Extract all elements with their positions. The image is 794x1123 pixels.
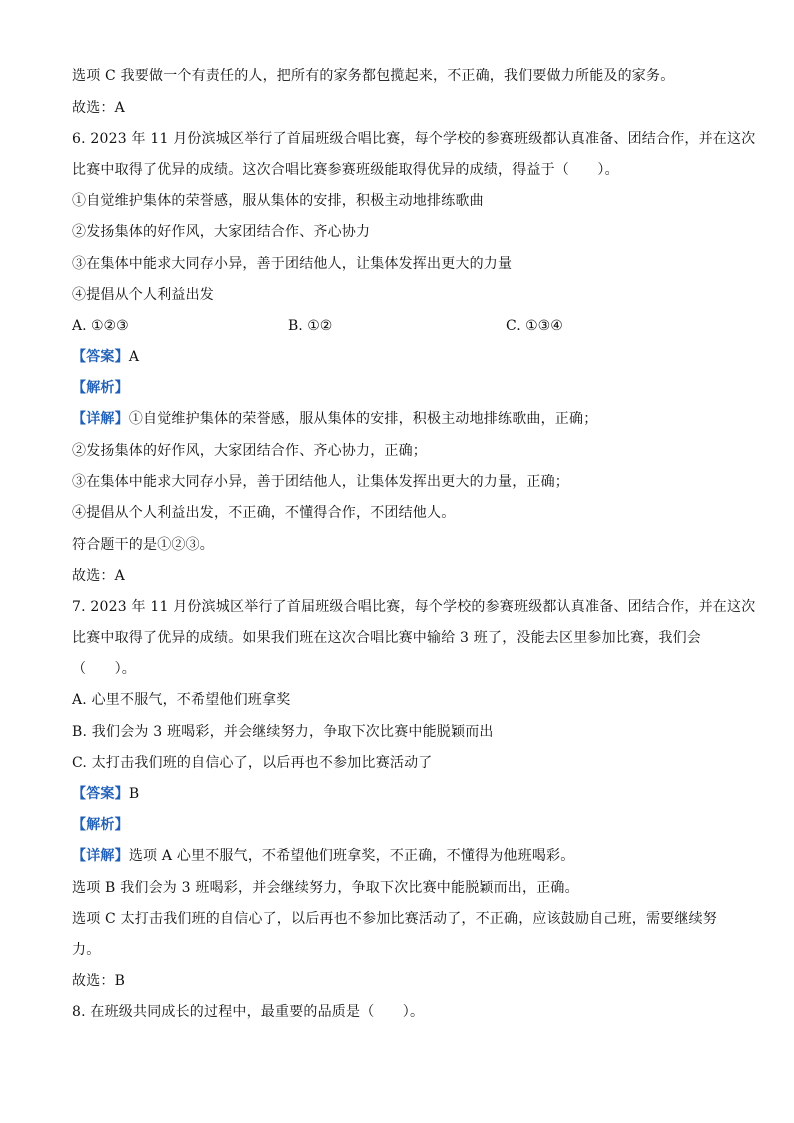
text-line: 选项 C 太打击我们班的自信心了，以后再也不参加比赛活动了，不正确，应该鼓励自己班，需要继续努 — [72, 911, 718, 927]
detail-row — [72, 846, 574, 866]
text-line: ③在集体中能求大同存小异，善于团结他人，让集体发挥出更大的力量，正确； — [72, 474, 569, 490]
detail-row — [72, 409, 597, 429]
text-line: 选项 C 我要做一个有责任的人，把所有的家务都包揽起来，不正确，我们要做力所能及的家务。 — [72, 68, 675, 84]
answer-row — [72, 347, 139, 367]
q7-option-a: A. 心里不服气，不希望他们班拿奖 — [72, 692, 291, 708]
answer-tag: 【答案】 — [72, 786, 129, 802]
text-line: 选项 B 我们会为 3 班喝彩，并会继续努力，争取下次比赛中能脱颖而出，正确。 — [72, 880, 579, 896]
text-line: 故选：A — [72, 100, 125, 116]
detail-tag: 【详解】 — [72, 411, 129, 427]
text-line: ②发扬集体的好作风，大家团结合作、齐心协力，正确； — [72, 443, 427, 459]
question-7-stem: 比赛中取得了优异的成绩。如果我们班在这次合唱比赛中输给 3 班了，没能去区里参加比赛，我们会 — [72, 630, 702, 646]
q7-option-b: B. 我们会为 3 班喝彩，并会继续努力，争取下次比赛中能脱颖而出 — [72, 724, 494, 740]
question-6-stem: 6. 2023 年 11 月份滨城区举行了首届班级合唱比赛，每个学校的参赛班级都认真准备、团结合作，并在这次 — [72, 131, 756, 147]
statement-3: ③在集体中能求大同存小异，善于团结他人，让集体发挥出更大的力量 — [72, 256, 513, 272]
q6-option-a: A. ①②③ — [72, 318, 129, 334]
text-line: 故选：B — [72, 973, 126, 989]
statement-2: ②发扬集体的好作风，大家团结合作、齐心协力 — [72, 224, 371, 240]
q6-option-c: C. ①③④ — [506, 318, 563, 334]
detail-text: ①自觉维护集体的荣誉感，服从集体的安排，积极主动地排练歌曲，正确； — [128, 411, 598, 427]
analysis-tag: 【解析】 — [72, 380, 129, 396]
text-line: 力。 — [72, 942, 101, 958]
answer-value: A — [128, 349, 140, 365]
detail-tag: 【详解】 — [72, 848, 129, 864]
text-line: ④提倡从个人利益出发，不正确，不懂得合作，不团结他人。 — [72, 505, 456, 521]
analysis-tag: 【解析】 — [72, 817, 129, 833]
question-8-stem: 8. 在班级共同成长的过程中，最重要的品质是（ ）。 — [72, 1004, 425, 1020]
question-7-stem: 7. 2023 年 11 月份滨城区举行了首届班级合唱比赛，每个学校的参赛班级都认真准备、团结合作，并在这次 — [72, 599, 756, 615]
answer-row — [72, 784, 139, 804]
question-7-stem: （ ）。 — [72, 661, 136, 677]
text-line: 故选：A — [72, 568, 125, 584]
statement-1: ①自觉维护集体的荣誉感，服从集体的安排，积极主动地排练歌曲 — [72, 193, 484, 209]
analysis-row — [72, 378, 129, 398]
q7-option-c: C. 太打击我们班的自信心了，以后再也不参加比赛活动了 — [72, 755, 433, 771]
answer-tag: 【答案】 — [72, 349, 129, 365]
answer-value: B — [128, 786, 140, 802]
analysis-row — [72, 815, 129, 835]
q6-option-b: B. ①② — [288, 318, 333, 334]
text-line: 符合题干的是①②③。 — [72, 537, 214, 553]
statement-4: ④提倡从个人利益出发 — [72, 287, 214, 303]
detail-text: 选项 A 心里不服气，不希望他们班拿奖，不正确，不懂得为他班喝彩。 — [128, 848, 575, 864]
question-6-stem: 比赛中取得了优异的成绩。这次合唱比赛参赛班级能取得优异的成绩，得益于（ ）。 — [72, 162, 619, 178]
